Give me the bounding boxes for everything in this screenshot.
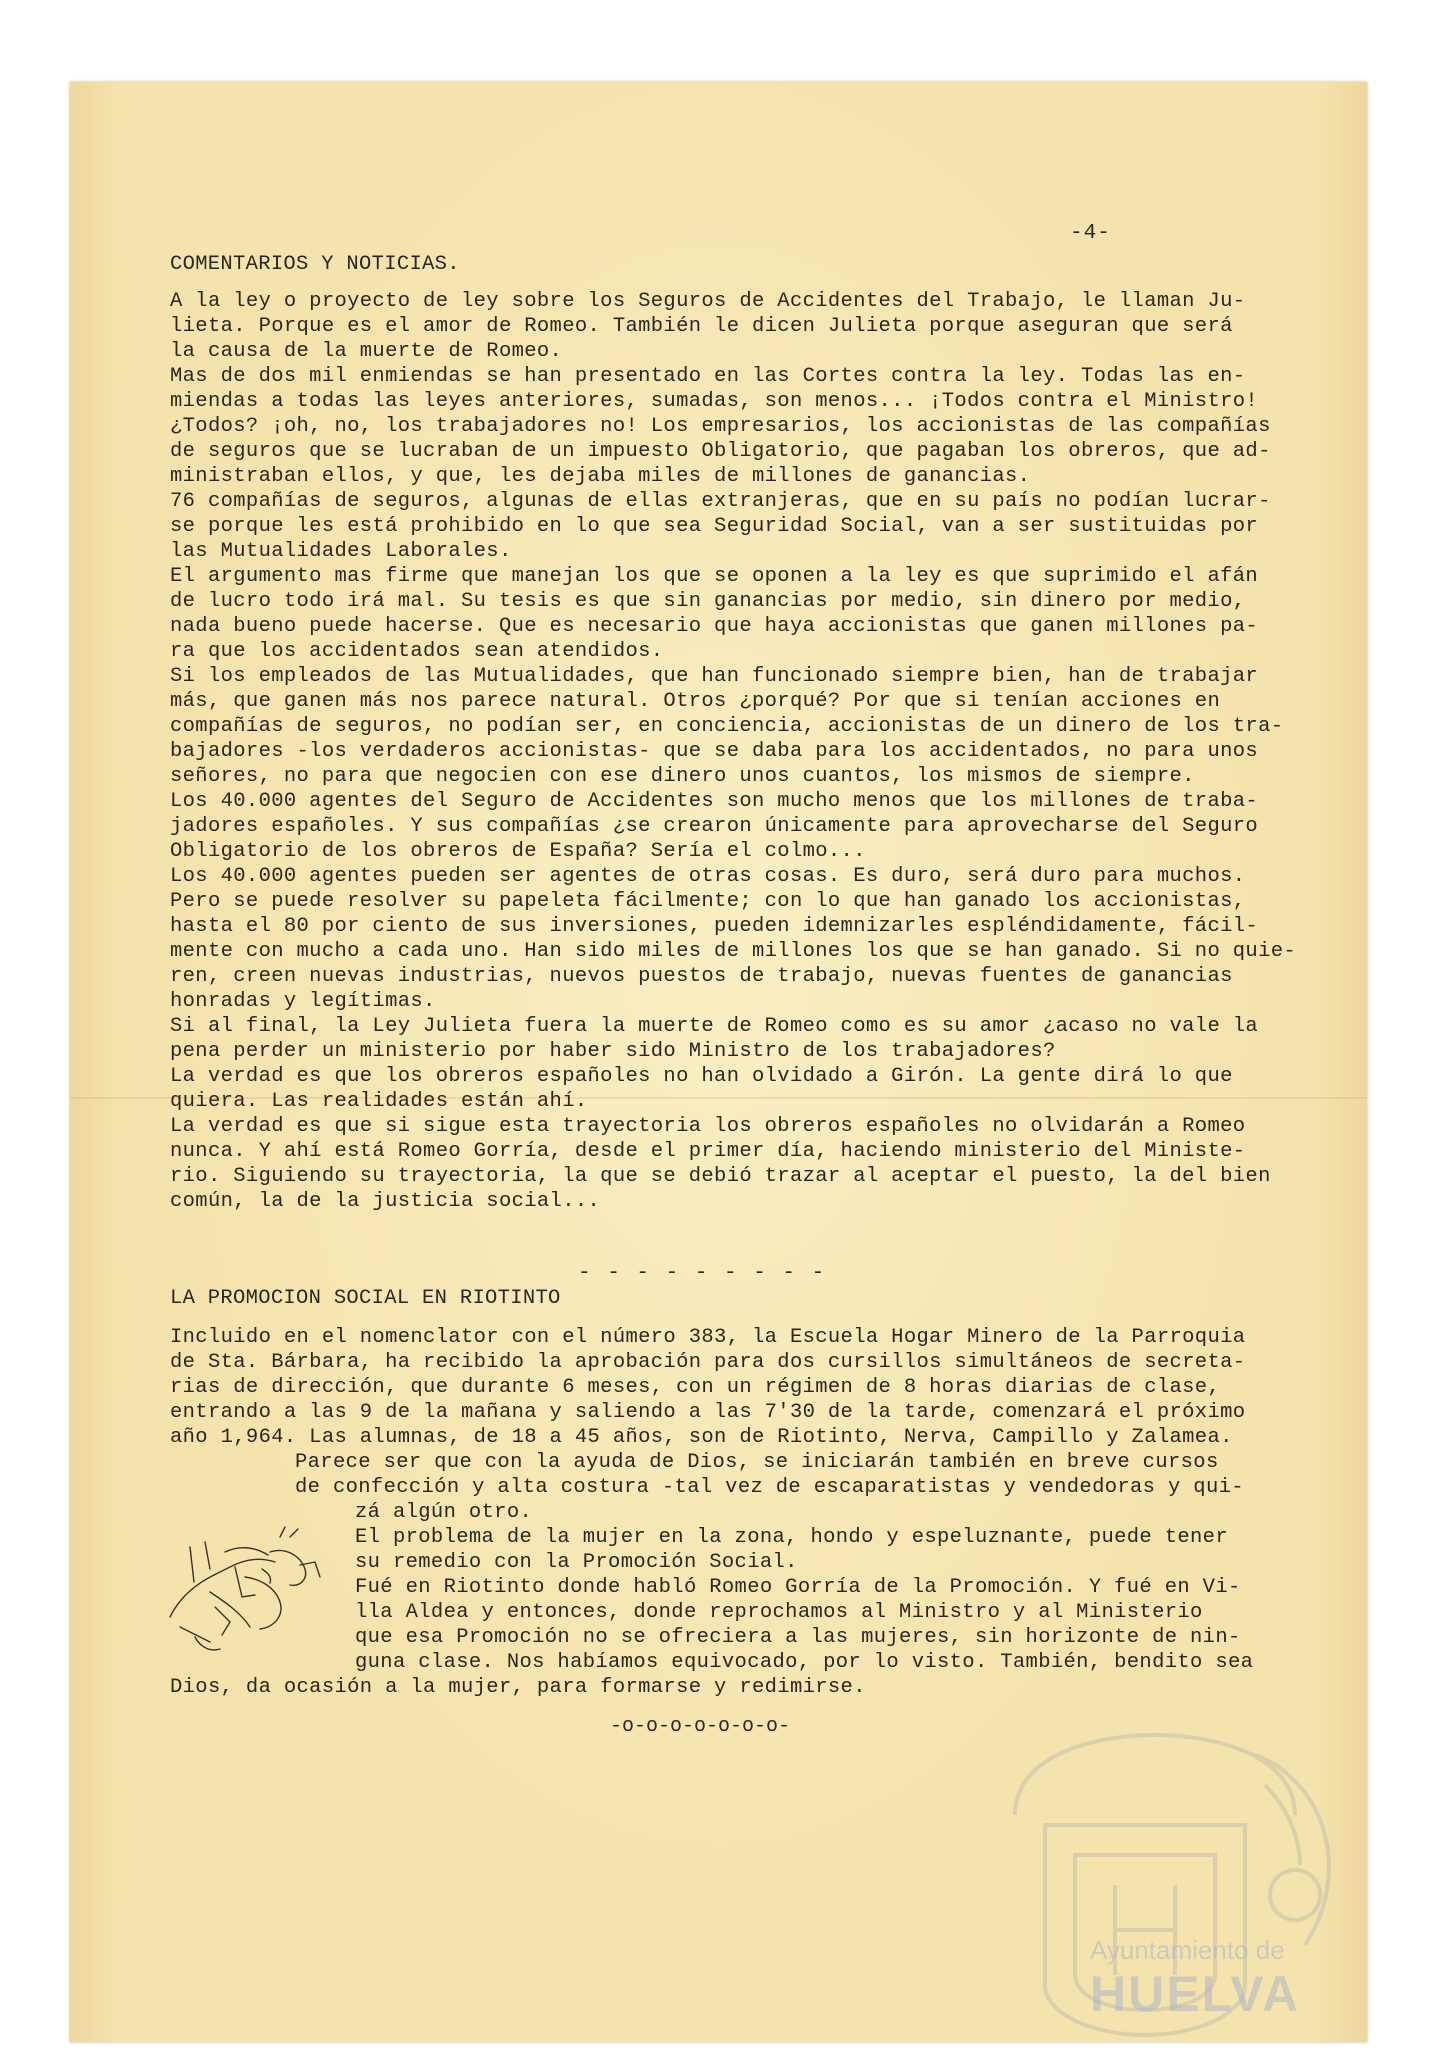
text-line: su remedio con la Promoción Social. <box>355 1551 798 1574</box>
text-line: La verdad es que los obreros españoles no han olvidado a Girón. La gente dirá lo que <box>170 1065 1233 1088</box>
text-line: de lucro todo irá mal. Su tesis es que sin ganancias por medio, sin dinero por medio, <box>170 590 1246 613</box>
text-line: nunca. Y ahí está Romeo Gorría, desde el primer día, haciendo ministerio del Ministe- <box>170 1140 1246 1163</box>
text-line: Si los empleados de las Mutualidades, que han funcionado siempre bien, han de trabajar <box>170 665 1259 688</box>
section-separator: - - - - - - - - - <box>578 1262 827 1285</box>
sketch-illustration <box>150 1507 350 1657</box>
text-line: honradas y legítimas. <box>170 990 436 1013</box>
text-line: hasta el 80 por ciento de sus inversiones, pueden idemnizarles espléndidamente, fácil- <box>170 915 1259 938</box>
text-line: Los 40.000 agentes pueden ser agentes de otras cosas. Es duro, será duro para muchos. <box>170 865 1246 888</box>
text-line: rias de dirección, que durante 6 meses, con un régimen de 8 horas diarias de clase, <box>170 1376 1221 1399</box>
text-line: entrando a las 9 de la mañana y saliendo a las 7'30 de la tarde, comenzará el próximo <box>170 1401 1246 1424</box>
text-line: Obligatorio de los obreros de España? Sería el colmo... <box>170 840 866 863</box>
text-line: que esa Promoción no se ofreciera a las mujeres, sin horizonte de nin- <box>355 1626 1241 1649</box>
text-line: rio. Siguiendo su trayectoria, la que se debió trazar al aceptar el puesto, la del bien <box>170 1165 1271 1188</box>
text-line: Fué en Riotinto donde habló Romeo Gorría de la Promoción. Y fué en Vi- <box>355 1576 1241 1599</box>
text-line: Los 40.000 agentes del Seguro de Accidentes son mucho menos que los millones de traba- <box>170 790 1259 813</box>
text-line: compañías de seguros, no podían ser, en conciencia, accionistas de un dinero de los tra- <box>170 715 1284 738</box>
text-line: guna clase. Nos habíamos equivocado, por lo visto. También, bendito sea <box>355 1651 1254 1674</box>
text-line: lla Aldea y entonces, donde reprochamos al Ministro y al Ministerio <box>355 1601 1203 1624</box>
text-line: Dios, da ocasión a la mujer, para formarse y redimirse. <box>170 1676 866 1699</box>
text-line: ren, creen nuevas industrias, nuevos puestos de trabajo, nuevas fuentes de ganancias <box>170 965 1233 988</box>
text-line: Mas de dos mil enmiendas se han presentado en las Cortes contra la ley. Todas las en- <box>170 365 1246 388</box>
text-line: El argumento mas firme que manejan los que se oponen a la ley es que suprimido el afán <box>170 565 1259 588</box>
text-line: ¿Todos? ¡oh, no, los trabajadores no! Los empresarios, los accionistas de las compañías <box>170 415 1271 438</box>
text-line: año 1,964. Las alumnas, de 18 a 45 años, son de Riotinto, Nerva, Campillo y Zalamea. <box>170 1426 1233 1449</box>
text-line: ra que los accidentados sean atendidos. <box>170 640 664 663</box>
section-heading-promocion: LA PROMOCION SOCIAL EN RIOTINTO <box>170 1287 561 1310</box>
text-line: 76 compañías de seguros, algunas de ellas extranjeras, que en su país no podían lucrar- <box>170 490 1271 513</box>
closing-ornament: -o-o-o-o-o-o-o- <box>610 1715 791 1738</box>
text-line: señores, no para que negocien con ese dinero unos cuantos, los mismos de siempre. <box>170 765 1195 788</box>
text-line: A la ley o proyecto de ley sobre los Seguros de Accidentes del Trabajo, le llaman Ju- <box>170 290 1246 313</box>
watermark-text-line1: Ayuntamiento de <box>1090 1935 1285 1965</box>
watermark-text-line2: HUELVA <box>1090 1966 1301 2022</box>
text-line: las Mutualidades Laborales. <box>170 540 512 563</box>
text-line: El problema de la mujer en la zona, hondo y espeluznante, puede tener <box>355 1526 1228 1549</box>
text-line: de Sta. Bárbara, ha recibido la aprobación para dos cursillos simultáneos de secreta- <box>170 1351 1246 1374</box>
text-line: lieta. Porque es el amor de Romeo. También le dicen Julieta porque aseguran que será <box>170 315 1233 338</box>
page-number: -4- <box>1070 222 1111 245</box>
text-line: Incluido en el nomenclator con el número 383, la Escuela Hogar Minero de la Parroquia <box>170 1326 1246 1349</box>
text-line: Si al final, la Ley Julieta fuera la muerte de Romeo como es su amor ¿acaso no vale la <box>170 1015 1259 1038</box>
text-line: La verdad es que si sigue esta trayectoria los obreros españoles no olvidarán a Romeo <box>170 1115 1246 1138</box>
text-line: quiera. Las realidades están ahí. <box>170 1090 588 1113</box>
text-line: se porque les está prohibido en lo que sea Seguridad Social, van a ser sustituidas por <box>170 515 1259 538</box>
text-line: Parece ser que con la ayuda de Dios, se iniciarán también en breve cursos <box>295 1451 1219 1474</box>
text-line: más, que ganen más nos parece natural. Otros ¿porqué? Por que si tenían acciones en <box>170 690 1221 713</box>
text-line: nada bueno puede hacerse. Que es necesario que haya accionistas que ganen millones pa- <box>170 615 1259 638</box>
text-line: miendas a todas las leyes anteriores, sumadas, son menos... ¡Todos contra el Ministro! <box>170 390 1259 413</box>
text-line: pena perder un ministerio por haber sido Ministro de los trabajadores? <box>170 1040 1056 1063</box>
text-line: común, la de la justicia social... <box>170 1190 601 1213</box>
text-line: de confección y alta costura -tal vez de escaparatistas y vendedoras y qui- <box>295 1476 1244 1499</box>
text-line: jadores españoles. Y sus compañías ¿se crearon únicamente para aprovecharse del Seguro <box>170 815 1259 838</box>
text-line: zá algún otro. <box>355 1501 533 1524</box>
section-heading-comentarios: COMENTARIOS Y NOTICIAS. <box>170 253 460 276</box>
text-line: bajadores -los verdaderos accionistas- que se daba para los accidentados, no para unos <box>170 740 1259 763</box>
text-line: Pero se puede resolver su papeleta fácilmente; con lo que han ganado los accionistas, <box>170 890 1246 913</box>
text-line: la causa de la muerte de Romeo. <box>170 340 563 363</box>
text-line: mente con mucho a cada uno. Han sido miles de millones los que se han ganado. Si no quie- <box>170 940 1297 963</box>
text-line: ministraban ellos, y que, les dejaba miles de millones de ganancias. <box>170 465 1031 488</box>
text-line: de seguros que se lucraban de un impuesto Obligatorio, que pagaban los obreros, que ad- <box>170 440 1271 463</box>
